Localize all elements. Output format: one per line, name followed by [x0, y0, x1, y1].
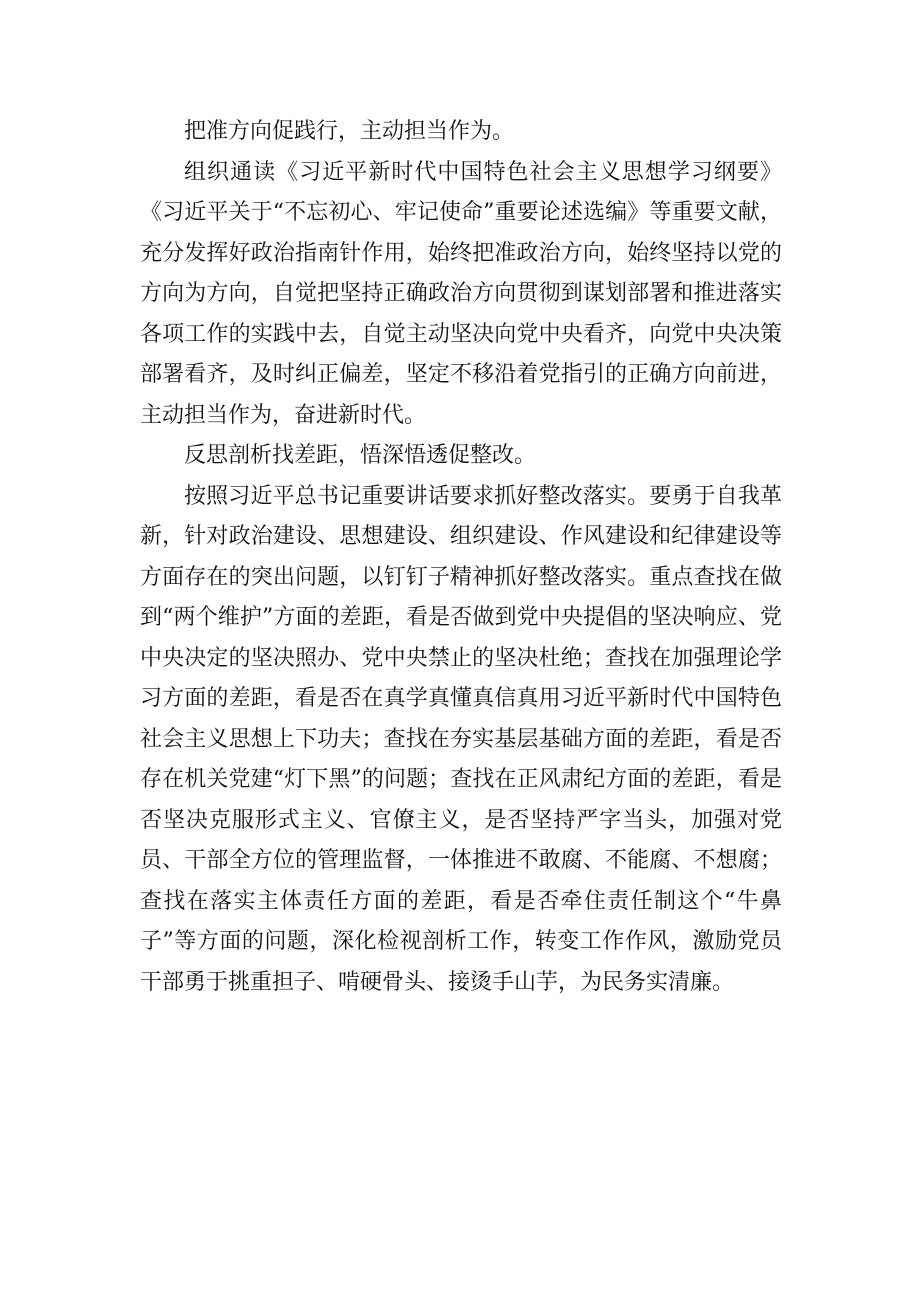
document-body: [140, 112, 782, 1003]
paragraph-body-study: 组织通读《习近平新时代中国特色社会主义思想学习纲要》《习近平关于“不忘初心、牢记使命”重要论述选编》等重要文献，充分发挥好政治指南针作用，始终把准政治方向，始终坚持以党的方向为方向，自觉把坚持正确政治方向贯彻到谋划部署和推进落实各项工作的实践中去，自觉主动坚决向党中央看齐，向党中央决策部署看齐，及时纠正偏差，坚定不移沿着党指引的正确方向前进，主动担当作为，奋进新时代。: [140, 159, 782, 428]
paragraph-body-rectification: 按照习近平总书记重要讲话要求抓好整改落实。要勇于自我革新，针对政治建设、思想建设、组织建设、作风建设和纪律建设等方面存在的突出问题，以钉钉子精神抓好整改落实。重点查找在做到“两个维护”方面的差距，看是否做到党中央提倡的坚决响应、党中央决定的坚决照办、党中央禁止的坚决杜绝；查找在加强理论学习方面的差距，看是否在真学真懂真信真用习近平新时代中国特色社会主义思想上下功夫；查找在夯实基层基础方面的差距，看是否存在机关党建“灯下黑”的问题；查找在正风肃纪方面的差距，看是否坚决克服形式主义、官僚主义，是否坚持严字当头，加强对党员、干部全方位的管理监督，一体推进不敢腐、不能腐、不想腐；查找在落实主体责任方面的差距，看是否牵住责任制这个“牛鼻子”等方面的问题，深化检视剖析工作，转变工作作风，激励党员干部勇于挑重担子、啃硬骨头、接烫手山芋，为民务实清廉。: [140, 483, 782, 995]
paragraph-heading-direction: 把准方向促践行，主动担当作为。: [184, 119, 515, 144]
paragraph-heading-reflection: 反思剖析找差距，悟深悟透促整改。: [184, 443, 537, 468]
